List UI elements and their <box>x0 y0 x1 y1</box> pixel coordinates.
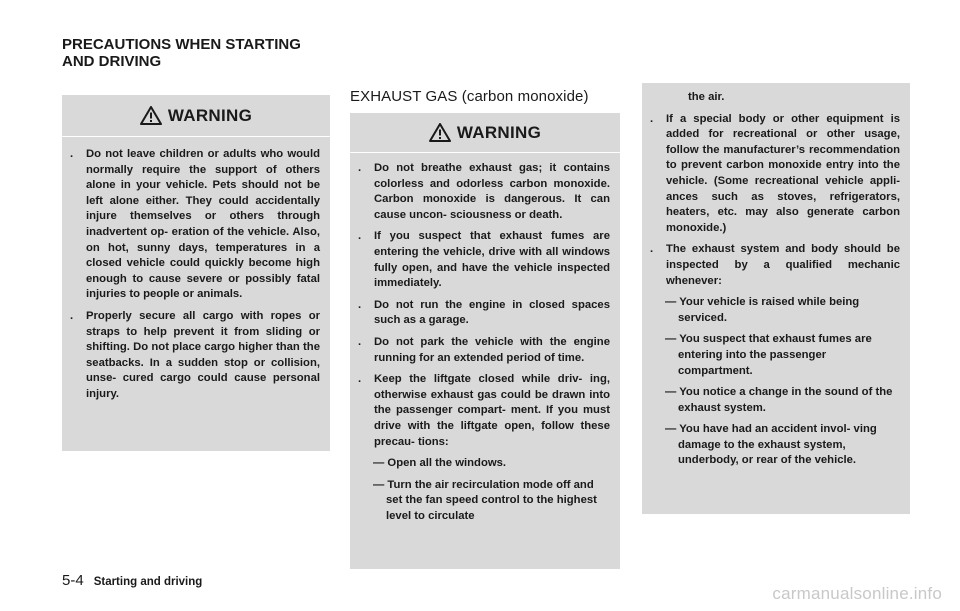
warning-header <box>350 113 620 153</box>
warning-title: WARNING <box>456 122 542 142</box>
warning-list <box>350 153 620 450</box>
warning-item: . If a special body or other equipment is added for recreational or other usage, follow the manufacturer’s recommendation to prevent carbon monoxide entry into the vehicle. (Some recreational vehicle appli- ances such as stoves, refrigerators, heaters, etc. may also generate carbon monoxide.) <box>650 112 900 234</box>
warning-box-exhaust <box>350 113 620 569</box>
warning-item: . If you suspect that exhaust fumes are entering the vehicle, drive with all windows fully open, and have the vehicle inspected immediately. <box>358 230 610 290</box>
page-heading-line2: AND DRIVING <box>62 53 162 70</box>
warning-item: . Do not park the vehicle with the engine running for an extended period of time. <box>358 335 610 364</box>
page-footer <box>62 572 202 589</box>
section-title: EXHAUST GAS (carbon monoxide) <box>350 88 589 105</box>
warning-subitem: — Turn the air recirculation mode off and set the fan speed control to the highest level to circulate <box>373 478 597 522</box>
warning-subitem: — You suspect that exhaust fumes are entering into the passenger compartment. <box>665 333 872 377</box>
warning-item: . Do not breathe exhaust gas; it contains colorless and odorless carbon monoxide. Carbon monoxide is dangerous. It can cause uncon- sciousness or death. <box>358 162 610 221</box>
footer-section: Starting and driving <box>93 576 203 588</box>
warning-item: . Do not leave children or adults who would normally require the support of others alone in your vehicle. Pets should not be left alone either. They could accidentally injure themselves or others through inadvertent op- eration of the vehicle. Also, on hot, sunny days, temperatures in a closed vehicle could quickly become high enough to cause severe or possibly fatal injuries to people or animals. <box>70 148 320 301</box>
warning-item: . Properly secure all cargo with ropes or straps to help prevent it from sliding or shifting. Do not place cargo higher than the seatbacks. In a sudden stop or collision, unse- cured cargo could cause personal injury. <box>70 309 320 400</box>
warning-carryover: the air. <box>688 91 725 103</box>
warning-item: . Keep the liftgate closed while driv- ing, otherwise exhaust gas could be drawn into the passenger compart- ment. If you must drive with the liftgate open, follow these precau- tions: <box>358 373 610 448</box>
warning-list <box>62 137 330 403</box>
warning-subitem: — You notice a change in the sound of the exhaust system. <box>665 386 893 414</box>
warning-list <box>642 112 910 290</box>
page-heading-line1: PRECAUTIONS WHEN STARTING <box>62 36 301 53</box>
warning-icon <box>140 106 162 125</box>
warning-icon <box>429 123 451 142</box>
warning-item: . The exhaust system and body should be inspected by a qualified mechanic whenever: <box>650 243 900 287</box>
warning-header <box>62 95 330 137</box>
warning-box-exhaust-continued <box>642 83 910 514</box>
warning-subitem: — Your vehicle is raised while being serviced. <box>665 296 860 324</box>
warning-item: . Do not run the engine in closed spaces such as a garage. <box>358 298 610 327</box>
warning-subitem: — You have had an accident invol- ving damage to the exhaust system, underbody, or rear of the vehicle. <box>665 423 877 467</box>
warning-box-children <box>62 95 330 451</box>
warning-title: WARNING <box>167 105 253 125</box>
watermark: carmanualsonline.info <box>772 584 942 603</box>
page-heading <box>62 36 301 70</box>
warning-subitem: — Open all the windows. <box>373 457 507 470</box>
page-number: 5-4 <box>62 572 84 589</box>
